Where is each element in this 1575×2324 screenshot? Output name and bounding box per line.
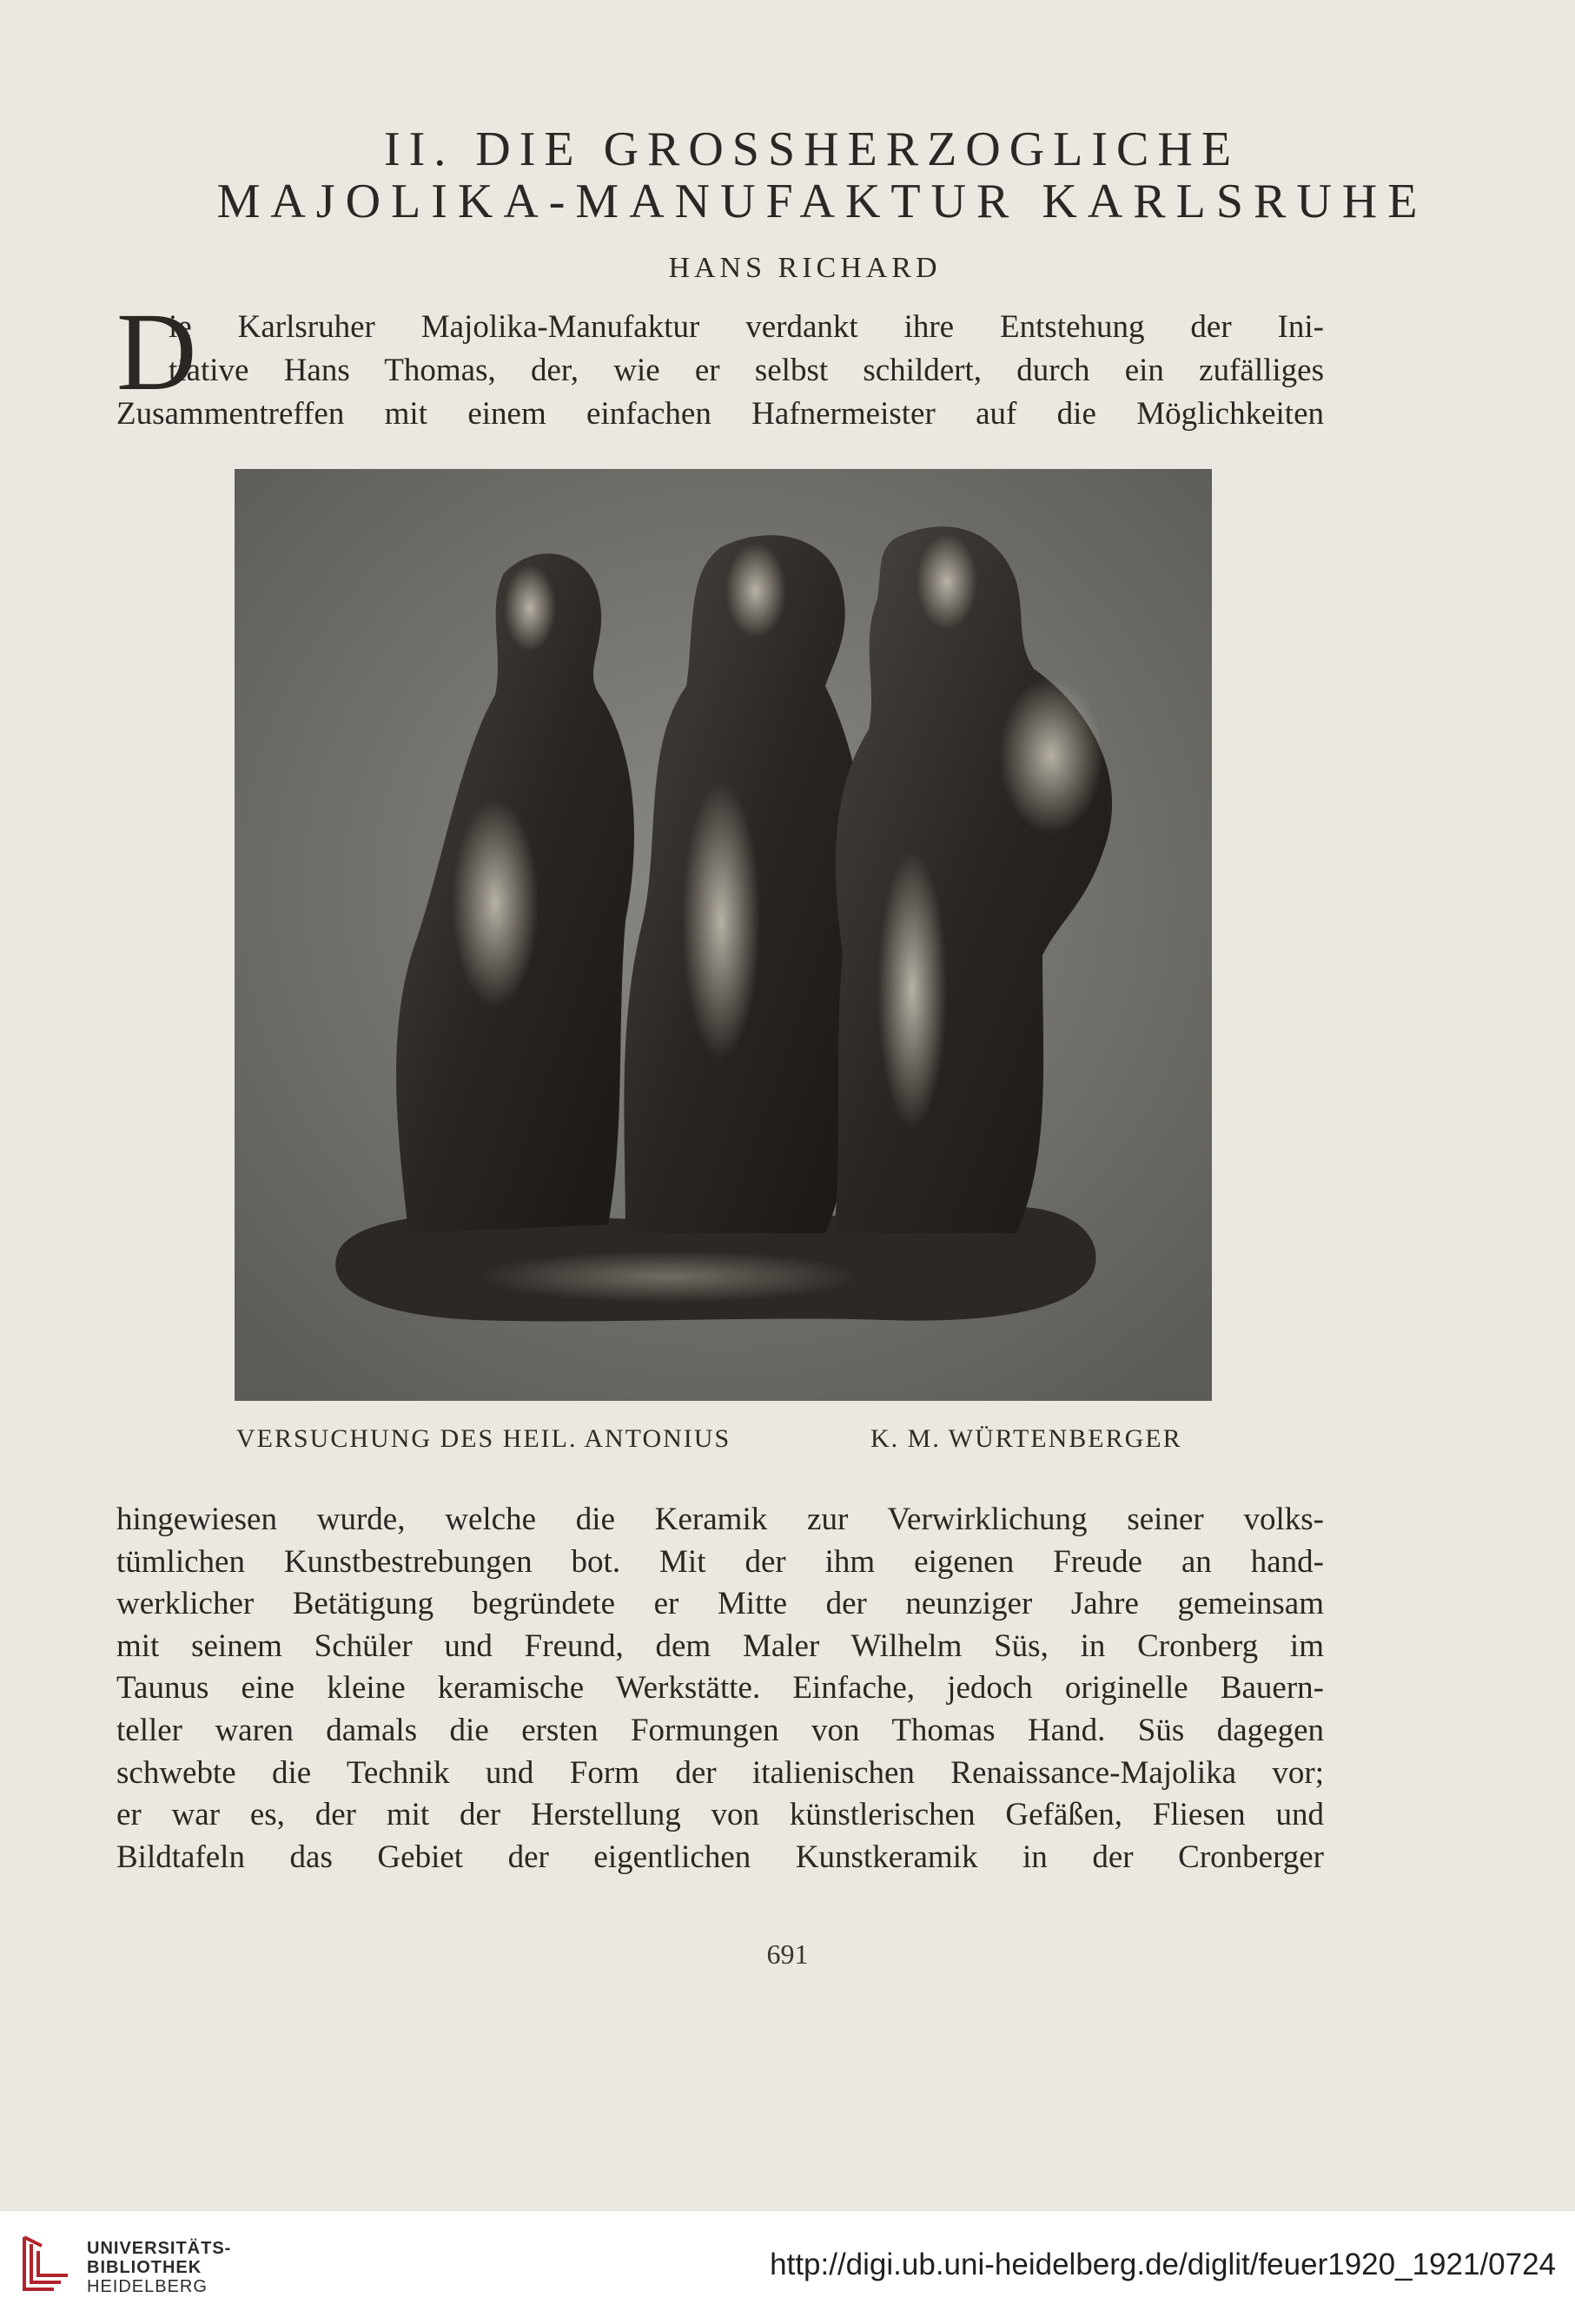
article-title-line2: MAJOLIKA-MANUFAKTUR KARLSRUHE: [216, 175, 1428, 228]
library-logo-icon[interactable]: [19, 2234, 71, 2294]
intro-line: ie Karlsruher Majolika-Manufaktur verdankt ihre Entstehung der Ini-: [169, 309, 1324, 345]
body-line: teller waren damals die ersten Formungen von Thomas Hand. Süs dagegen: [116, 1712, 1324, 1748]
body-line: hingewiesen wurde, welche die Keramik zur Verwirklichung seiner volks-: [116, 1502, 1324, 1537]
figure-caption-title: VERSUCHUNG DES HEIL. ANTONIUS: [236, 1424, 731, 1453]
article-title-line1: II. DIE GROSSHERZOGLICHE: [383, 122, 1241, 176]
library-name-line1: UNIVERSITÄTS-: [87, 2239, 232, 2258]
sculpture-image: [235, 469, 1212, 1401]
body-line: tümlichen Kunstbestrebungen bot. Mit der ihm eigenen Freude an hand-: [116, 1543, 1324, 1580]
drop-cap: D: [116, 290, 197, 413]
library-name[interactable]: [87, 2239, 231, 2296]
figure-caption-artist: K. M. WÜRTENBERGER: [870, 1424, 1182, 1453]
body-line: mit seinem Schüler und Freund, dem Maler Wilhelm Süs, in Cronberg im: [116, 1627, 1324, 1664]
body-paragraph: [116, 1499, 1324, 1878]
body-line: er war es, der mit der Herstellung von künstlerischen Gefäßen, Fliesen und: [116, 1797, 1324, 1833]
library-name-line3: HEIDELBERG: [87, 2277, 208, 2296]
body-line: Bildtafeln das Gebiet der eigentlichen Kunstkeramik in der Cronberger: [116, 1839, 1324, 1875]
body-line: schwebte die Technik und Form der italienischen Renaissance-Majolika vor;: [116, 1754, 1324, 1791]
intro-line: tiative Hans Thomas, der, wie er selbst schildert, durch ein zufälliges: [169, 353, 1324, 388]
sculpture-photograph: [235, 469, 1212, 1401]
document-url[interactable]: http://digi.ub.uni-heidelberg.de/diglit/feuer1920_1921/0724: [770, 2248, 1556, 2281]
body-line: Taunus eine kleine keramische Werkstätte. Einfache, jedoch originelle Bauern-: [116, 1670, 1324, 1707]
intro-line: Zusammentreffen mit einem einfachen Hafnermeister auf die Möglichkeiten: [116, 396, 1324, 432]
library-name-line2: BIBLIOTHEK: [87, 2258, 202, 2277]
intro-paragraph: [116, 290, 1324, 436]
article-author: HANS RICHARD: [668, 252, 942, 284]
page-number: 691: [766, 1938, 809, 1970]
body-line: werklicher Betätigung begründete er Mitte der neunziger Jahre gemeinsam: [116, 1586, 1324, 1622]
